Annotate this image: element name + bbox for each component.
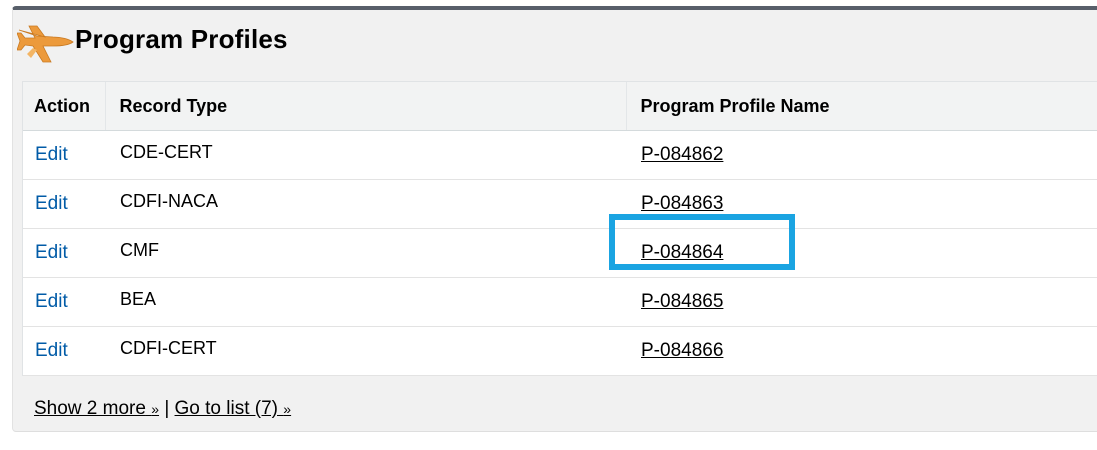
table-header-row (23, 82, 1097, 131)
program-profile-link[interactable]: P-084863 (641, 193, 724, 214)
go-to-list-raquo: » (283, 401, 292, 417)
related-list-footer (34, 398, 291, 420)
program-profiles-panel (12, 6, 1097, 432)
table-row (23, 327, 1097, 376)
panel-title: Program Profiles (75, 24, 288, 54)
table-row (23, 131, 1097, 180)
column-header-action: Action (23, 82, 105, 131)
go-to-list-label: Go to list (7) (174, 398, 279, 419)
show-more-label: Show 2 more (34, 398, 146, 419)
related-list-table (22, 81, 1097, 376)
edit-link[interactable]: Edit (35, 340, 68, 361)
show-more-link[interactable] (34, 398, 159, 419)
panel-header (13, 10, 1097, 78)
program-profile-link[interactable]: P-084865 (641, 291, 724, 312)
record-type-cell: CDE-CERT (120, 141, 213, 162)
edit-link[interactable]: Edit (35, 193, 68, 214)
program-profile-link[interactable]: P-084866 (641, 340, 724, 361)
record-type-cell: CMF (120, 239, 159, 260)
record-type-cell: CDFI-CERT (120, 337, 217, 358)
edit-link[interactable]: Edit (35, 291, 68, 312)
table-row (23, 180, 1097, 229)
record-type-cell: CDFI-NACA (120, 190, 218, 211)
program-profile-link[interactable]: P-084864 (641, 242, 724, 263)
show-more-raquo: » (151, 401, 160, 417)
column-header-record-type[interactable]: Record Type (105, 82, 626, 131)
column-header-program-profile-name[interactable]: Program Profile Name (626, 82, 1097, 131)
program-profile-link[interactable]: P-084862 (641, 144, 724, 165)
table-row (23, 229, 1097, 278)
edit-link[interactable]: Edit (35, 242, 68, 263)
record-type-cell: BEA (120, 288, 157, 309)
airplane-icon (17, 24, 75, 68)
footer-separator: | (164, 398, 170, 419)
table-row (23, 278, 1097, 327)
edit-link[interactable]: Edit (35, 144, 68, 165)
go-to-list-link[interactable] (175, 398, 292, 419)
